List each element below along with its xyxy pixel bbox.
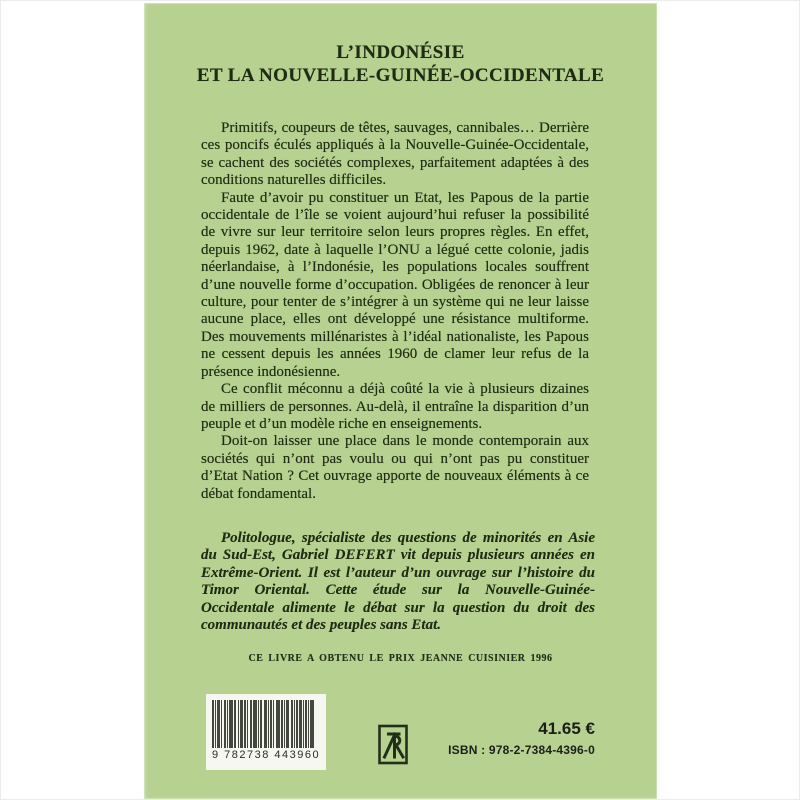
barcode bbox=[206, 694, 326, 770]
barcode-bars-icon bbox=[212, 700, 320, 748]
book-title-line1: L’INDONÉSIE bbox=[336, 42, 465, 63]
author-bio: Politologue, spécialiste des questions de minorités en Asie du Sud-Est, Gabriel DEFERT vit depuis plusieurs années en Extrême-Orient. Il est l’auteur d’un ouvrage sur l’histoire du Timor Oriental. Cette étude sur la Nouvelle-Guinée-Occidentale alimente le débat sur la question du droit des communautés et des peuples sans Etat. bbox=[201, 530, 595, 634]
isbn-label: ISBN : 978-2-7384-4396-0 bbox=[448, 743, 595, 757]
award-line: CE LIVRE A OBTENU LE PRIX JEANNE CUISINIER 1996 bbox=[248, 653, 553, 664]
barcode-digits: 9 782738 443960 bbox=[212, 749, 321, 761]
synopsis-text bbox=[201, 120, 589, 503]
price-label: 41.65 € bbox=[538, 719, 595, 738]
synopsis-paragraph: Ce conflit méconnu a déjà coûté la vie à plusieurs dizaines de milliers de personnes. Au-delà, il entraîne la disparition d’un peuple et d’un modèle riche en enseignements. bbox=[201, 381, 589, 432]
synopsis-paragraph: Doit-on laisser une place dans le monde contemporain aux sociétés qui n’ont pas voulu ou qui n’ont pas pu constituer d’Etat Nation ? Cet ouvrage apporte de nouveaux éléments à ce débat fondamental. bbox=[201, 433, 589, 502]
pricing-block bbox=[448, 719, 595, 757]
synopsis-paragraph: Primitifs, coupeurs de têtes, sauvages, cannibales… Derrière ces poncifs éculés appliqués à la Nouvelle-Guinée-Occidentale, se cachent des sociétés complexes, parfaitement adaptées à des conditions naturelles difficiles. bbox=[201, 120, 589, 189]
book-back-cover bbox=[144, 3, 657, 799]
synopsis-paragraph: Faute d’avoir pu constituer un Etat, les Papous de la partie occidentale de l’île se voient aujourd’hui refuser la possibilité de vivre sur leur territoire selon leurs propres règles. En effet, depuis 1962, date à laquelle l’ONU a légué cette colonie, jadis néerlandaise, à l’Indonésie, les populations locales souffrent d’une nouvelle forme d’occupation. Obligées de renoncer à leur culture, pour tenter de s’intégrer à un système qui ne leur laisse aucune place, elles ont développé une résistance multiforme. Des mouvements millénaristes à l’idéal nationaliste, les Papous ne cessent depuis les années 1960 de clamer leur refus de la présence indonésienne. bbox=[201, 189, 589, 380]
book-title bbox=[144, 41, 657, 87]
book-title-line2: ET LA NOUVELLE-GUINÉE-OCCIDENTALE bbox=[196, 65, 605, 86]
harmattan-publisher-logo-icon bbox=[378, 723, 408, 765]
